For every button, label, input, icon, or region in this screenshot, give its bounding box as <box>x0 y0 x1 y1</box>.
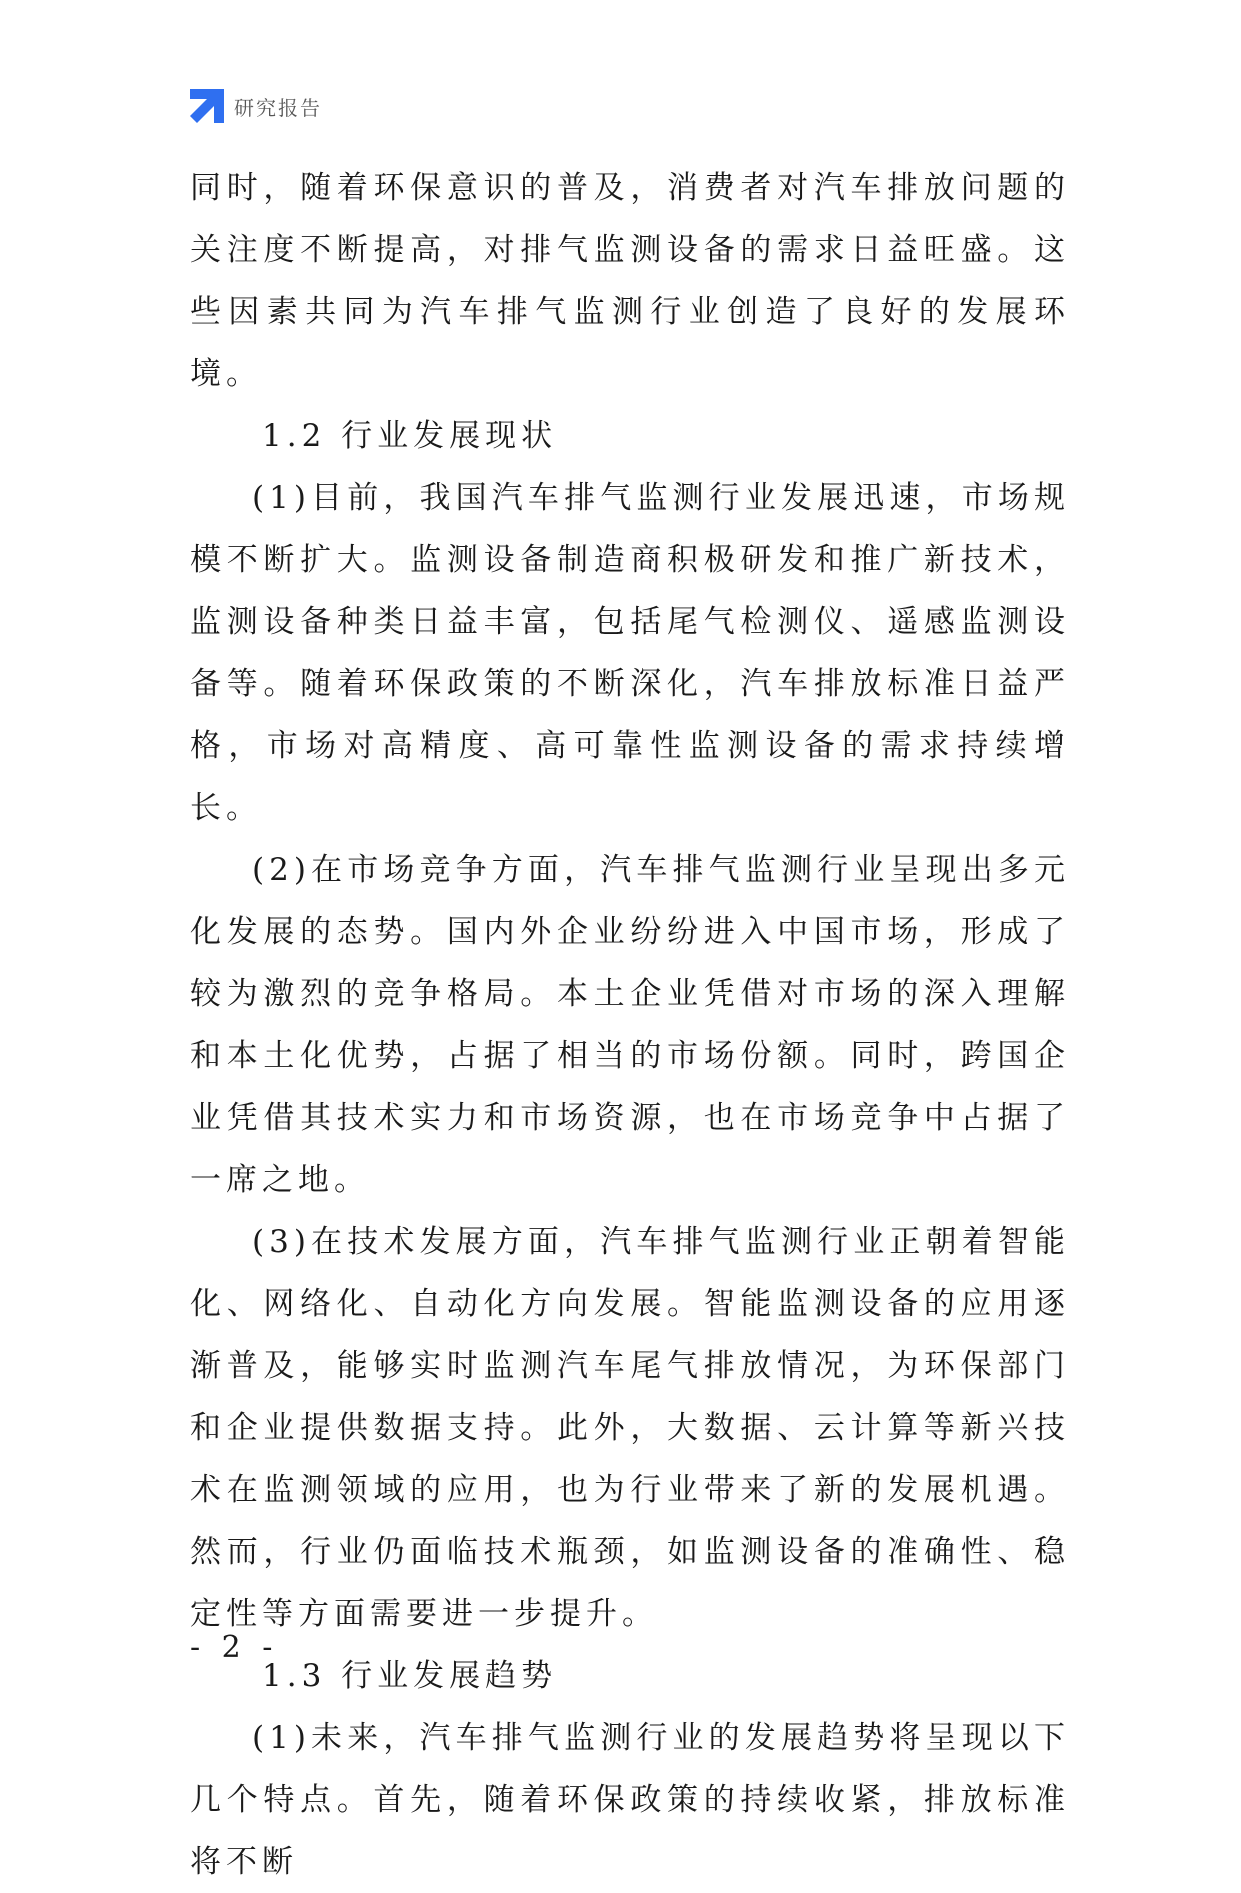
paragraph-status-1: (1)目前，我国汽车排气监测行业发展迅速，市场规模不断扩大。监测设备制造商积极研发和推广新技术，监测设备种类日益丰富，包括尾气检测仪、遥感监测设备等。随着环保政策的不断深化，汽车排放标准日益严格，市场对高精度、高可靠性监测设备的需求持续增长。 <box>190 480 1070 826</box>
paragraph-status-2: (2)在市场竞争方面，汽车排气监测行业呈现出多元化发展的态势。国内外企业纷纷进入中国市场，形成了较为激烈的竞争格局。本土企业凭借对市场的深入理解和本土化优势，占据了相当的市场份额。同时，跨国企业凭借其技术实力和市场资源，也在市场竞争中占据了一席之地。 <box>190 852 1070 1198</box>
header-title: 研究报告 <box>234 95 322 120</box>
paragraph-status-3: (3)在技术发展方面，汽车排气监测行业正朝着智能化、网络化、自动化方向发展。智能监测设备的应用逐渐普及，能够实时监测汽车尾气排放情况，为环保部门和企业提供数据支持。此外，大数据、云计算等新兴技术在监测领域的应用，也为行业带来了新的发展机遇。然而，行业仍面临技术瓶颈，如监测设备的准确性、稳定性等方面需要进一步提升。 <box>190 1224 1070 1632</box>
page-number: - 2 - <box>190 1630 279 1665</box>
document-body <box>190 157 1070 1893</box>
paragraph-intro: 同时，随着环保意识的普及，消费者对汽车排放问题的关注度不断提高，对排气监测设备的需求日益旺盛。这些因素共同为汽车排气监测行业创造了良好的发展环境。 <box>190 170 1070 392</box>
report-logo-icon <box>190 89 224 123</box>
paragraph-trend-1: (1)未来，汽车排气监测行业的发展趋势将呈现以下几个特点。首先，随着环保政策的持续收紧，排放标准将不断 <box>190 1720 1070 1880</box>
page-header <box>190 88 322 124</box>
section-heading-1-2: 1.2 行业发展现状 <box>262 418 558 454</box>
section-heading-1-3: 1.3 行业发展趋势 <box>262 1658 558 1694</box>
